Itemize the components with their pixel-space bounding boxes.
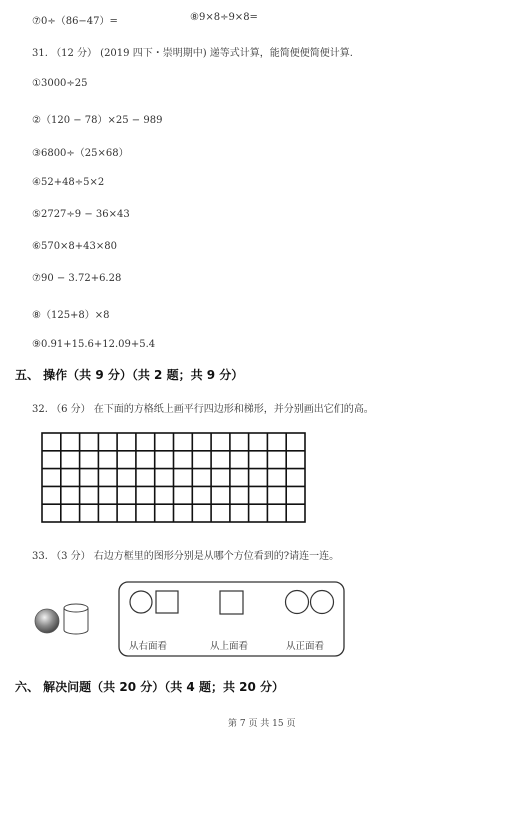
q31-item-3: ③6800÷（25×68） [32, 148, 129, 159]
q31-item-8: ⑧（125+8）×8 [32, 310, 110, 321]
q31-item-4: ④52+48÷5×2 [32, 177, 105, 188]
section-6-title: 六、 解决问题（共 20 分）（共 4 题；共 20 分） [15, 680, 284, 694]
sphere-icon [35, 609, 59, 633]
top-view-square-icon [220, 591, 243, 614]
q31-item-6: ⑥570×8+43×80 [32, 241, 117, 252]
section-5-title: 五、 操作（共 9 分）（共 2 题；共 9 分） [15, 368, 244, 382]
page-number: 第 7 页 共 15 页 [228, 719, 296, 729]
cylinder-icon [64, 604, 88, 634]
q33-text: 33. （3 分） 右边方框里的图形分别是从哪个方位看到的?请连一连。 [32, 551, 340, 562]
q31-item-5: ⑤2727÷9 − 36×43 [32, 209, 130, 220]
q33-svg [30, 578, 350, 660]
q31-item-1: ①3000÷25 [32, 78, 88, 89]
label-right-view: 从右面看 [129, 641, 168, 652]
front-view-circle-2-icon [311, 591, 334, 614]
q33-figure [30, 578, 350, 664]
q31-item-2: ②（120 − 78）×25 − 989 [32, 115, 163, 126]
label-top-view: 从上面看 [210, 641, 249, 652]
grid-paper [41, 432, 307, 528]
item-8: ⑧9×8÷9×8= [190, 12, 258, 23]
right-view-circle-icon [130, 591, 152, 613]
front-view-circle-1-icon [286, 591, 309, 614]
item-7: ⑦0÷（86−47）= [32, 16, 118, 27]
q31-item-7: ⑦90 − 3.72+6.28 [32, 273, 122, 284]
q32-text: 32. （6 分） 在下面的方格纸上画平行四边形和梯形，并分别画出它们的高。 [32, 404, 374, 415]
q31-header: 31. （12 分） (2019 四下・崇明期中) 递等式计算，能简便便简便计算. [32, 48, 353, 59]
grid-svg [41, 432, 307, 524]
right-view-square-icon [156, 591, 178, 613]
label-front-view: 从正面看 [286, 641, 325, 652]
q31-item-9: ⑨0.91+15.6+12.09+5.4 [32, 339, 156, 350]
